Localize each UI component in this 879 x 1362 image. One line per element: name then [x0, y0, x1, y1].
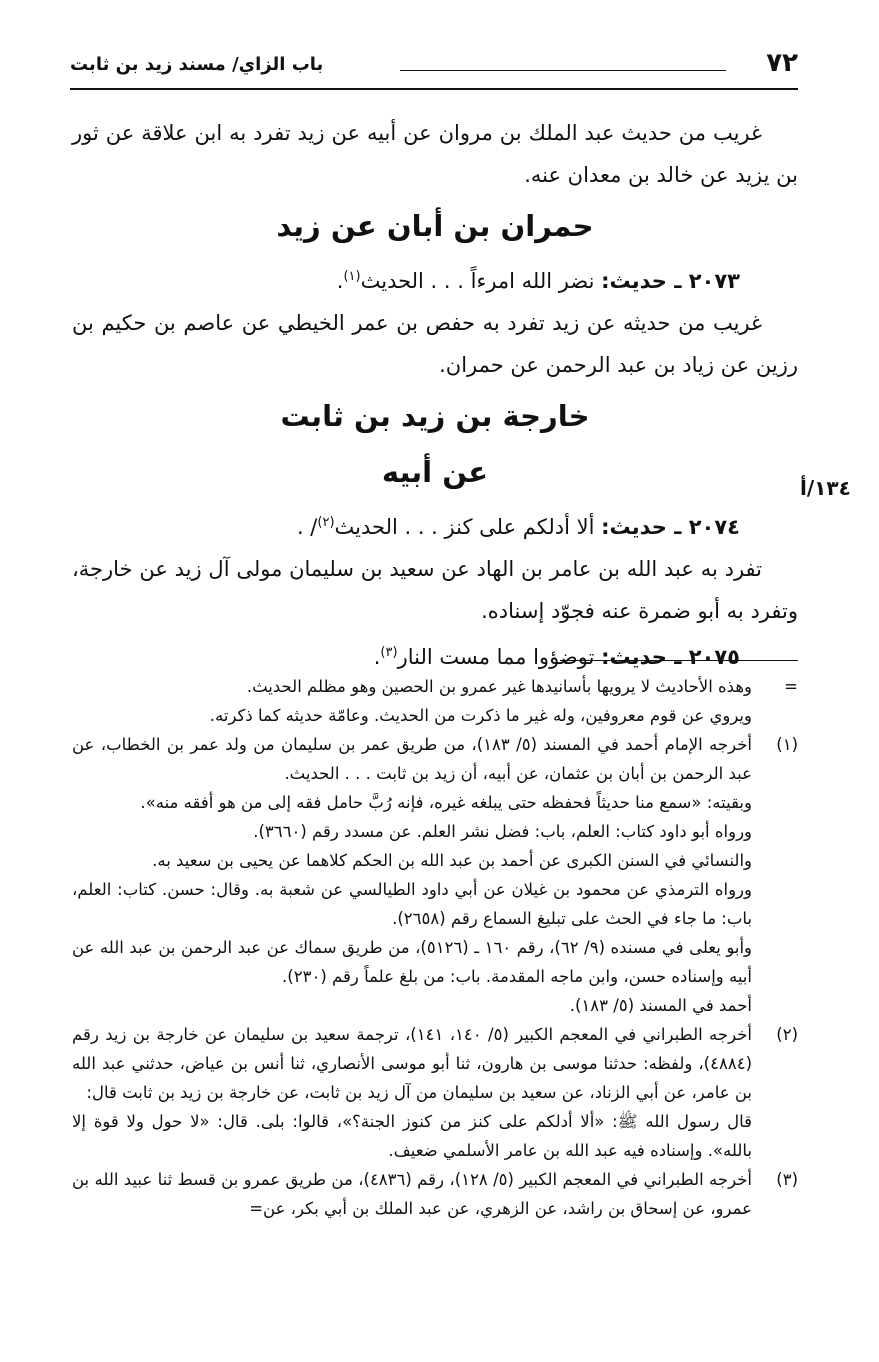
section-subheading: عن أبيه [381, 455, 489, 489]
footnote-ref[interactable]: (٣) [380, 645, 398, 660]
footnote-line: وأبو يعلى في مسنده (٩/ ٦٢)، رقم ١٦٠ ـ (٥١٢٦)، من طريق سماك عن عبد الرحمن بن عبد الله عن أبيه وإسناده حسن، وابن ماجه المقدمة. باب: من بلغ علماً رقم (٢٣٠). [72, 938, 753, 986]
footnote-mark: (٣) [776, 1170, 798, 1189]
footnote-line: أحمد في المسند (٥/ ١٨٣). [569, 996, 752, 1015]
footnote-continuation [72, 672, 798, 701]
footnote-ref[interactable]: (٢) [317, 515, 335, 530]
hadith-text: توضؤوا مما مست النار [397, 645, 595, 669]
running-title: باب الزاي/ مسند زيد بن ثابت [70, 54, 324, 75]
hadith-2073: ٢٠٧٣ ـ حديث: نضر الله امرءاً . . . الحديث$^{(١)}$. [336, 269, 740, 293]
footnote-line: ويروي عن قوم معروفين، وله غير ما ذكرت من الحديث. وعامّة حديثه كما ذكرته. [209, 706, 752, 725]
footnote-line: أخرجه الإمام أحمد في المسند (٥/ ١٨٣)، من طريق عمر بن سليمان من ولد عمر بن الخطاب، عن عبد الرحمن بن أبان بن عثمان، عن أبيه، أن زيد بن ثابت . . . الحديث. [72, 735, 752, 783]
hadith-text: ألا أدلكم على كنز . . . الحديث [334, 515, 595, 539]
footnote-line: قال رسول الله ﷺ: «ألا أدلكم على كنز من كنوز الجنة؟»، قالوا: بلى. قال: «لا حول ولا قوة إلا بالله». وإسناده فيه عبد الله بن عامر الأسلمي ضعيف. [72, 1112, 752, 1160]
manuscript-folio-ref: ١٣٤/أ [800, 476, 851, 500]
footnote-line: وبقيته: «سمع منا حديثاً فحفظه حتى يبلغه غيره، فإنه رُبَّ حامل فقه إلى من هو أفقه منه». [140, 793, 752, 812]
page-header [70, 48, 798, 90]
footnote-line: ورواه الترمذي عن محمود بن غيلان عن أبي داود الطيالسي عن شعبة به. وقال: حسن. كتاب: العلم، باب: ما جاء في الحث على تبليغ السماع رقم (٢٦٥٨). [72, 880, 752, 928]
paragraph: تفرد به عبد الله بن عامر بن الهاد عن سعيد بن سليمان مولى آل زيد عن خارجة، وتفرد به أبو ضمرة عنه فجوّد إسناده. [72, 557, 798, 623]
section-heading: حمران بن أبان عن زيد [276, 209, 594, 243]
footnote-3 [72, 1165, 798, 1223]
hadith-2074: ٢٠٧٤ ـ حديث: ألا أدلكم على كنز . . . الحديث$^{(٢)}$/ . [296, 515, 740, 539]
hadith-text: نضر الله امرءاً . . . الحديث [360, 269, 595, 293]
hadith-2075: ٢٠٧٥ ـ حديث: توضؤوا مما مست النار$^{(٣)}$. [373, 645, 740, 669]
hadith-number: ٢٠٧٥ ـ حديث: [601, 645, 740, 669]
page-number: ٧٢ [766, 48, 798, 78]
hadith-number: ٢٠٧٣ ـ حديث: [601, 269, 740, 293]
header-rule [400, 70, 726, 71]
footnote-mark: (١) [776, 735, 798, 754]
paragraph: غريب من حديث عبد الملك بن مروان عن أبيه عن زيد تفرد به ابن علاقة عن ثور بن يزيد عن خالد بن معدان عنه. [72, 121, 798, 187]
footnote-mark: (٢) [776, 1025, 798, 1044]
paragraph: غريب من حديثه عن زيد تفرد به حفص بن عمر الخيطي عن عاصم بن حكيم بن رزين عن زياد بن عبد الرحمن عن حمران. [72, 311, 798, 377]
footnote-separator [560, 660, 798, 661]
footnote-1 [72, 730, 798, 788]
footnote-line: والنسائي في السنن الكبرى عن أحمد بن عبد الله بن الحكم كلاهما عن يحيى بن سعيد به. [152, 851, 752, 870]
footnote-line: ورواه أبو داود كتاب: العلم، باب: فضل نشر العلم. عن مسدد رقم (٣٦٦٠). [253, 822, 752, 841]
footnote-mark: = [784, 677, 798, 696]
hadith-number: ٢٠٧٤ ـ حديث: [601, 515, 740, 539]
footnote-2 [72, 1020, 798, 1107]
footnote-ref[interactable]: (١) [343, 269, 361, 284]
footnotes [72, 672, 798, 1223]
footnote-line: أخرجه الطبراني في المعجم الكبير (٥/ ١٤٠، ١٤١)، ترجمة سعيد بن سليمان عن خارجة بن زيد رقم (٤٨٨٤)، ولفظه: حدثنا موسى بن هارون، ثنا أبو موسى الأنصاري، ثنا أنس بن عياض، حدثني عبد الله بن عامر، عن أبي الزناد، عن سعيد بن سليمان من آل زيد بن ثابت، عن خارجة بن زيد بن ثابت قال: [72, 1025, 752, 1102]
footnote-line: أخرجه الطبراني في المعجم الكبير (٥/ ١٢٨)، رقم (٤٨٣٦)، من طريق عمرو بن قسط ثنا عبيد الله بن عمرو، عن إسحاق بن راشد، عن الزهري، عن عبد الملك بن أبي بكر، عن= [72, 1170, 752, 1218]
main-text [72, 112, 798, 678]
footnote-line: وهذه الأحاديث لا يرويها بأسانيدها غير عمرو بن الحصين وهو مظلم الحديث. [246, 677, 752, 696]
section-heading: خارجة بن زيد بن ثابت [280, 399, 590, 433]
